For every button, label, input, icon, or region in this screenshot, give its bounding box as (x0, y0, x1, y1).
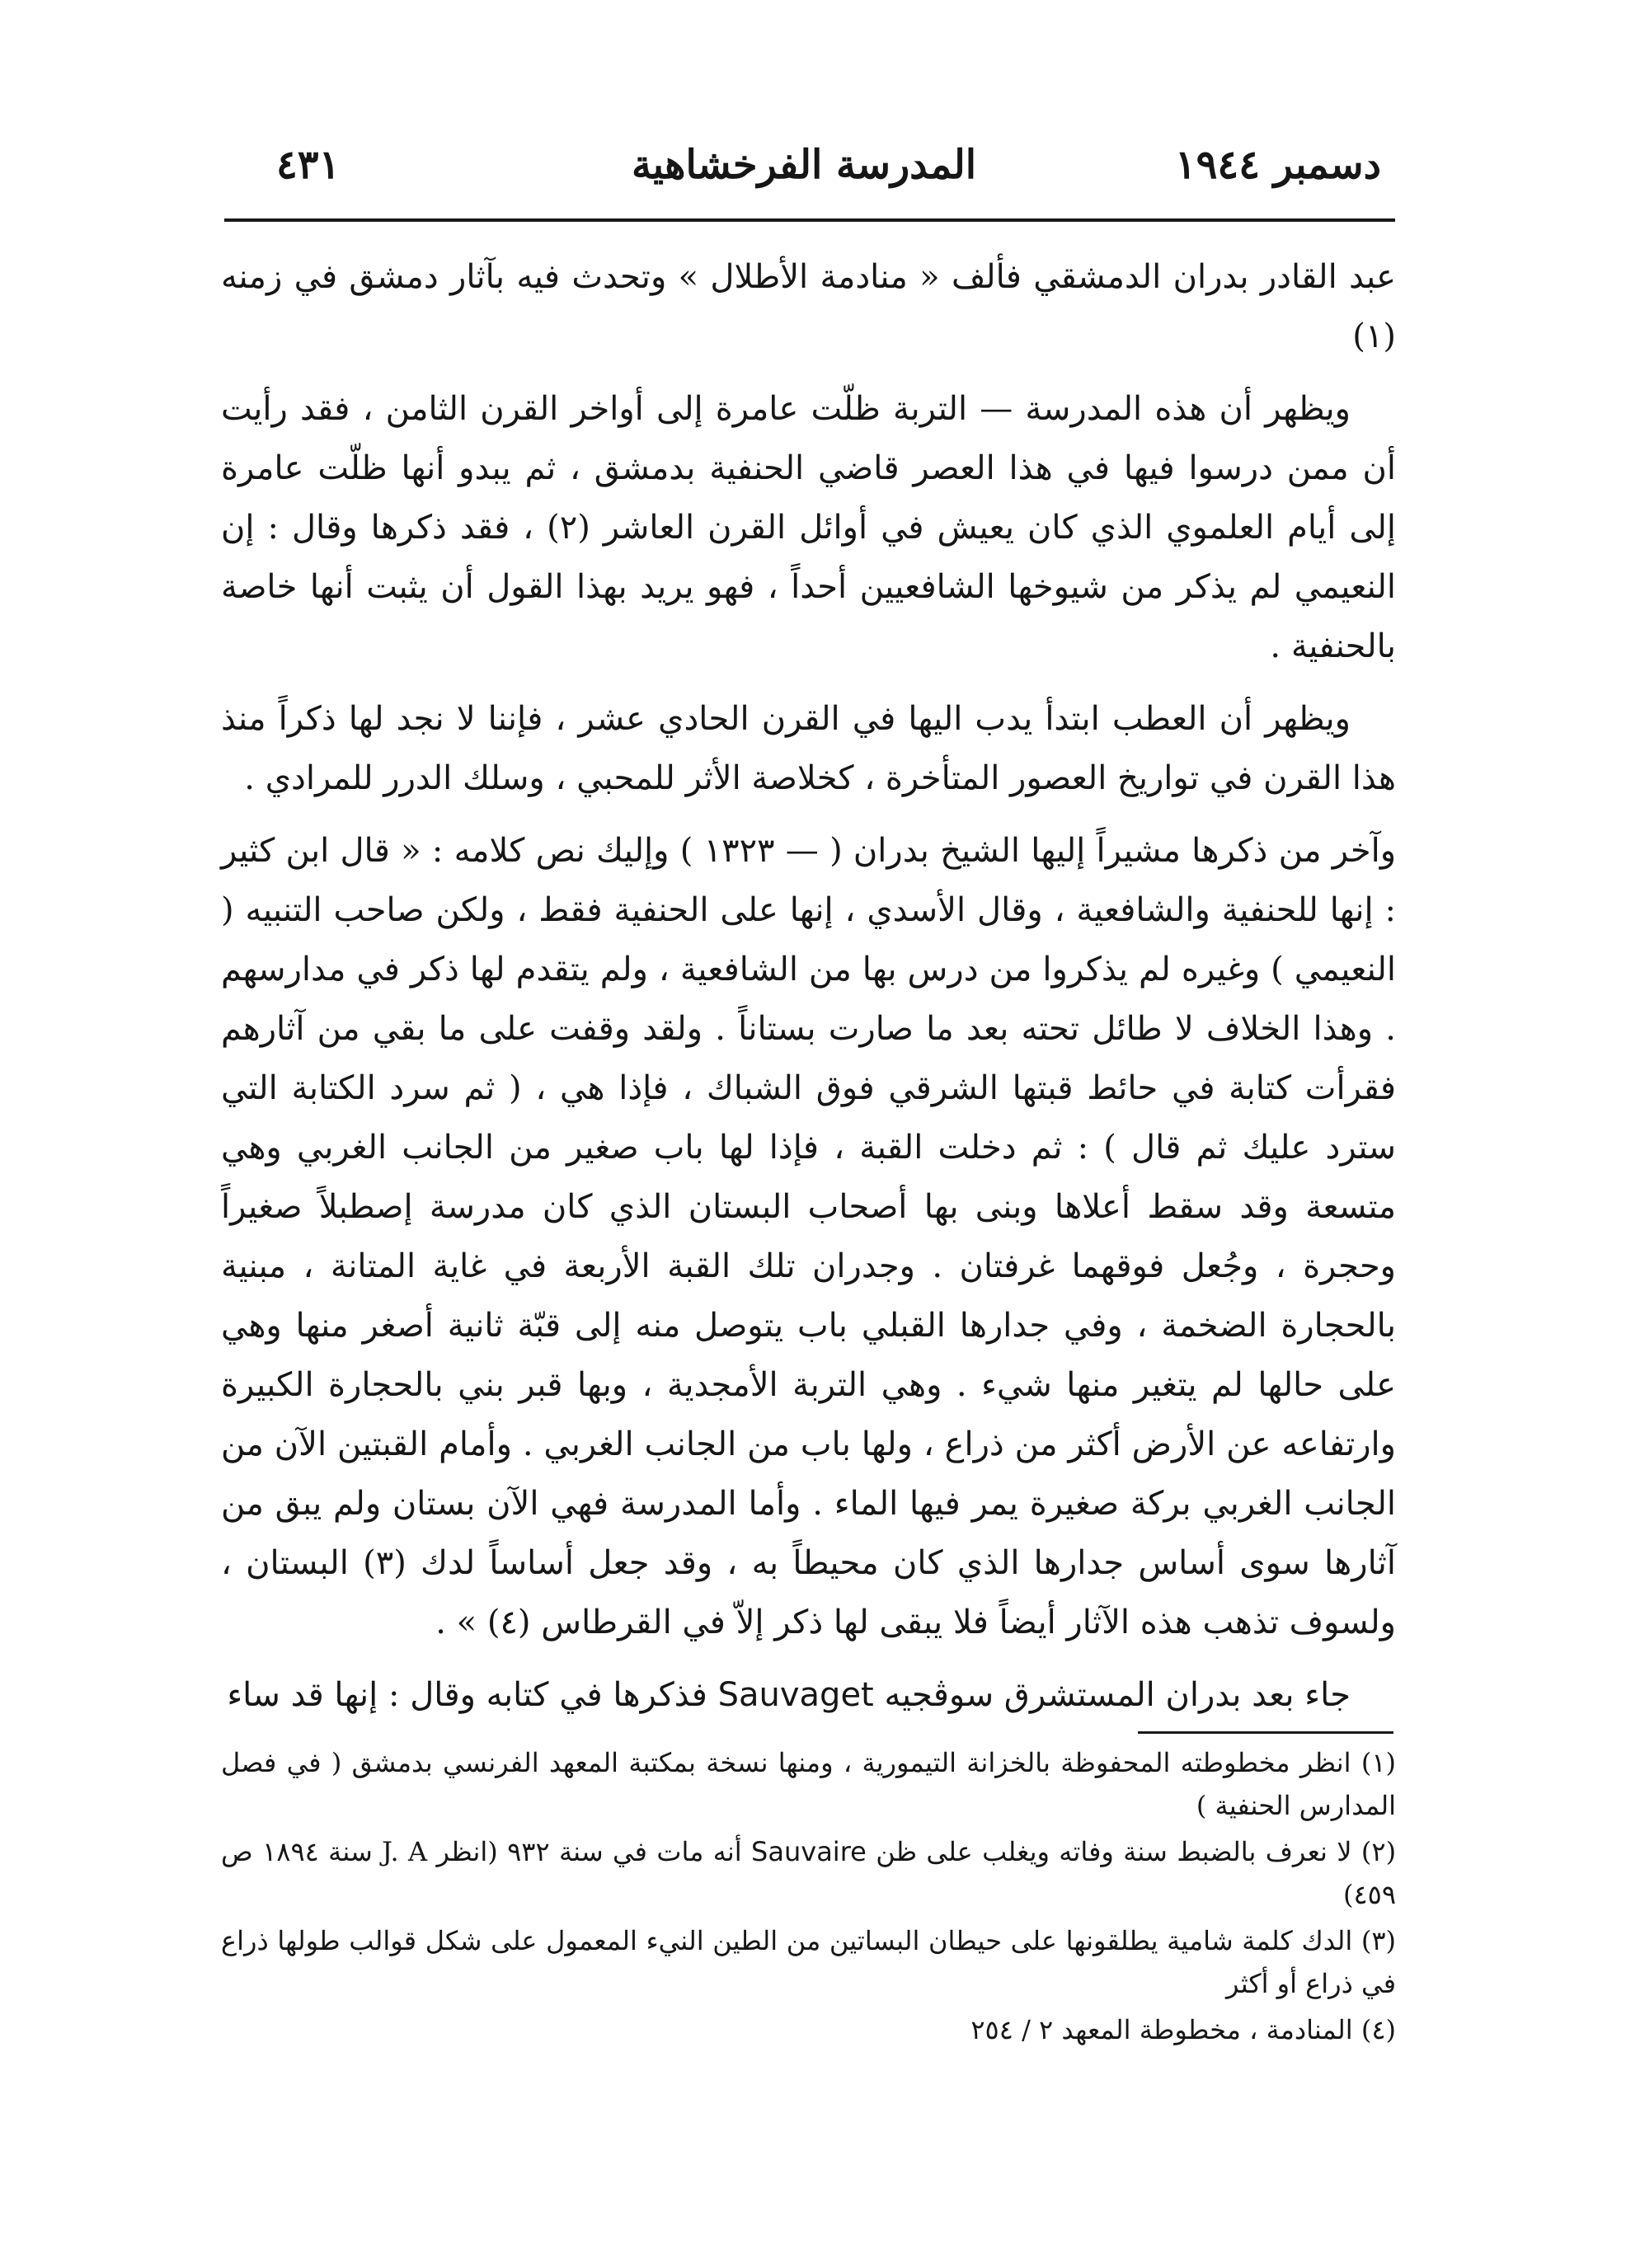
footnote-rule (1138, 1731, 1393, 1734)
footnote-4: (٤) المنادمة ، مخطوطة المعهد ٢ / ٢٥٤ (970, 2014, 1396, 2045)
footnote-2 (221, 1830, 1396, 1916)
footnote-2-latin-name: Sauvaire (751, 1836, 867, 1867)
main-text (221, 247, 1396, 1738)
footnote-2-start: (٢) لا نعرف بالضبط سنة وفاته ويغلب على ظن (876, 1836, 1397, 1867)
paragraph-5-start: جاء بعد بدران المستشرق سوڤجيه (884, 1676, 1351, 1714)
running-header (227, 128, 1381, 202)
header-rule (224, 218, 1395, 222)
page-number: ٤٣١ (276, 142, 341, 188)
paragraph-5-end: فذكرها في كتابه وقال : إنها قد ساء (227, 1676, 707, 1714)
footnote-1: (١) انظر مخطوطته المحفوظة بالخزانة التيمورية ، ومنها نسخة بمكتبة المعهد الفرنسي بدمشق ( في فصل المدارس الحنفية ) (221, 1747, 1396, 1821)
footnotes (221, 1741, 1396, 2054)
paragraph-3: ويظهر أن العطب ابتدأ يدب اليها في القرن الحادي عشر ، فإننا لا نجد لها ذكراً منذ هذا القرن في تواريخ العصور المتأخرة ، كخلاصة الأثر للمحبي ، وسلك الدرر للمرادي . (221, 700, 1396, 797)
footnote-3: (٣) الدك كلمة شامية يطلقونها على حيطان البساتين من الطين النيء المعمول على شكل قوالب طولها ذراع في ذراع أو أكثر (221, 1925, 1396, 1999)
paragraph-5-latin-name: Sauvaget (717, 1676, 874, 1714)
paragraph-5 (221, 1665, 1396, 1725)
paragraph-4-quote: وآخر من ذكرها مشيراً إليها الشيخ بدران ( — ١٣٢٣ ) وإليك نص كلامه : « قال ابن كثير : إنها للحنفية والشافعية ، وقال الأسدي ، إنها على الحنفية فقط ، ولكن صاحب التنبيه ( النعيمي ) وغيره لم يذكروا من درس بها من الشافعية ، ولم يتقدم لها ذكر في مدارسهم . وهذا الخلاف لا طائل تحته بعد ما صارت بستاناً . ولقد وقفت على ما بقي من آثارهم فقرأت كتابة في حائط قبتها الشرقي فوق الشباك ، فإذا هي ، ( ثم سرد الكتابة التي سترد عليك ثم قال ) : ثم دخلت القبة ، فإذا لها باب صغير من الجانب الغربي وهي متسعة وقد سقط أعلاها وبنى بها أصحاب البستان الذي كان مدرسة إصطبلاً صغيراً وحجرة ، وجُعل فوقهما غرفتان . وجدران تلك القبة الأربعة في غاية المتانة ، مبنية بالحجارة الضخمة ، وفي جدارها القبلي باب يتوصل منه إلى قبّة ثانية أصغر منها وهي على حالها لم يتغير منها شيء . وهي التربة الأمجدية ، وبها قبر بني بالحجارة الكبيرة وارتفاعه عن الأرض أكثر من ذراع ، ولها باب من الجانب الغربي . وأمام القبتين الآن من الجانب الغربي بركة صغيرة يمر فيها الماء . وأما المدرسة فهي الآن بستان ولم يبق من آثارها سوى أساس جدارها الذي كان محيطاً به ، وقد جعل أساساً لدك (٣) البستان ، ولسوف تذهب هذه الآثار أيضاً فلا يبقى لها ذكر إلاّ في القرطاس (٤) » . (221, 832, 1397, 1641)
header-title: المدرسة الفرخشاهية (631, 142, 977, 188)
paragraph-2: ويظهر أن هذه المدرسة — التربة ظلّت عامرة إلى أواخر القرن الثامن ، فقد رأيت أن ممن درسوا فيها في هذا العصر قاضي الحنفية بدمشق ، ثم يبدو أنها ظلّت عامرة إلى أيام العلموي الذي كان يعيش في أوائل القرن العاشر (٢) ، فقد ذكرها وقال : إن النعيمي لم يذكر من شيوخها الشافعيين أحداً ، فهو يريد بهذا القول أن يثبت أنها خاصة بالحنفية . (221, 390, 1396, 665)
footnote-2-end: أنه مات في سنة ٩٣٢ (انظر J. A سنة ١٨٩٤ ص ٤٥٩) (221, 1836, 1396, 1910)
paragraph-1: عبد القادر بدران الدمشقي فألف « منادمة الأطلال » وتحدث فيه بآثار دمشق في زمنه (١) (221, 258, 1396, 355)
header-date: دسمبر ١٩٤٤ (1174, 142, 1381, 188)
